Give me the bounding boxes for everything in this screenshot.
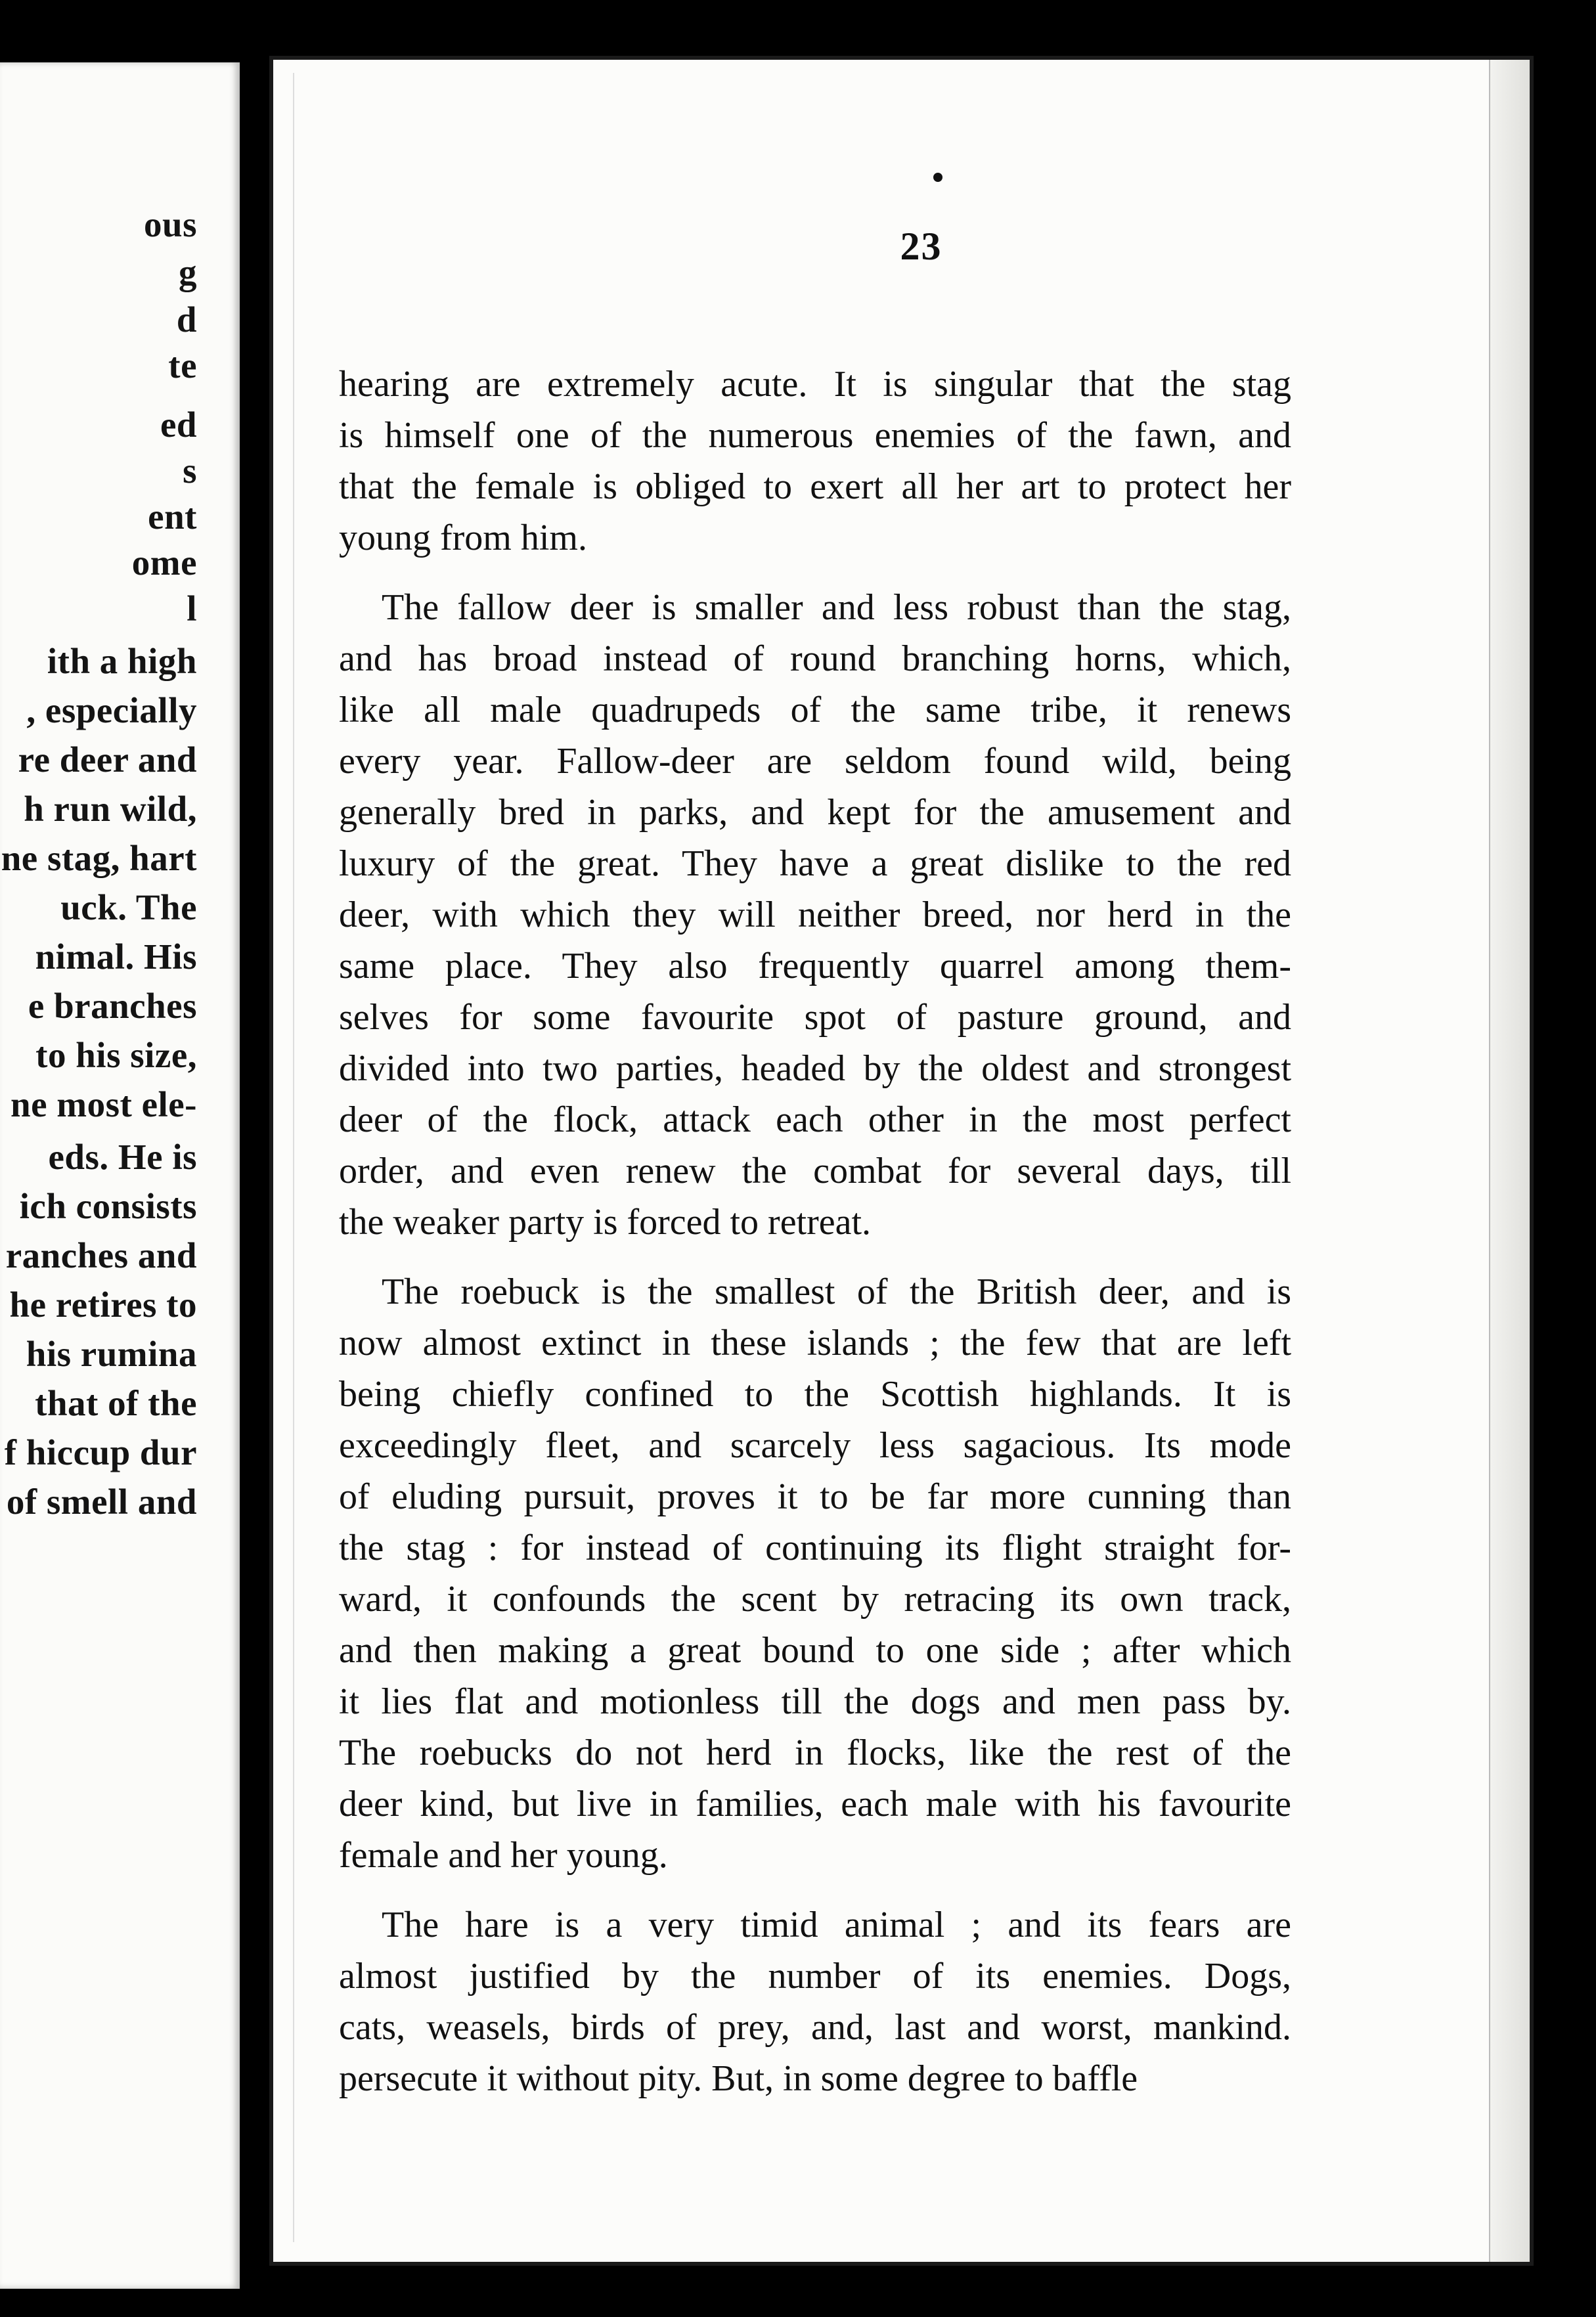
text-line: hearing are extremely acute. It is singular that the stag (339, 364, 1291, 405)
text-line: female and her young. (339, 1835, 668, 1876)
text-line: being chiefly confined to the Scottish highlands. It is (339, 1374, 1291, 1415)
left-page-line: nimal. His (35, 937, 197, 977)
body-text (339, 359, 1291, 2104)
left-page-line: he retires to (9, 1285, 197, 1325)
left-page-line: l (187, 588, 197, 629)
text-line: and has broad instead of round branching horns, which, (339, 638, 1291, 679)
left-page-line: ome (131, 542, 197, 583)
left-page-line: ranches and (5, 1235, 197, 1275)
left-page-line: eds. He is (48, 1137, 197, 1177)
left-page-line: h run wild, (24, 789, 197, 829)
left-page-line: to his size, (35, 1035, 197, 1075)
left-page-line: that of the (35, 1383, 197, 1423)
paragraph (339, 1899, 1291, 2104)
text-line: The fallow deer is smaller and less robust than the stag, (382, 587, 1291, 628)
text-line: deer of the flock, attack each other in the most perfect (339, 1099, 1291, 1140)
text-line: like all male quadrupeds of the same tribe, it renews (339, 690, 1291, 730)
text-line: young from him. (339, 518, 587, 558)
left-page-line: ith a high (47, 641, 197, 681)
left-page-line: te (168, 345, 197, 386)
text-line: divided into two parties, headed by the oldest and strongest (339, 1048, 1291, 1089)
paragraph-gap (339, 1248, 1291, 1266)
left-page-line: ent (148, 496, 197, 537)
text-line: selves for some favourite spot of pasture ground, and (339, 997, 1291, 1038)
text-line: deer kind, but live in families, each male with his favourite (339, 1784, 1291, 1824)
left-page-line: ne most ele- (11, 1084, 197, 1124)
text-line: now almost extinct in these islands ; the few that are left (339, 1323, 1291, 1363)
text-line: every year. Fallow-deer are seldom found wild, being (339, 741, 1291, 782)
left-page-line: re deer and (18, 739, 197, 780)
text-line: persecute it without pity. But, in some degree to baffle (339, 2058, 1138, 2099)
left-page-line: , especially (26, 690, 197, 730)
text-line: the stag : for instead of continuing its flight straight for- (339, 1528, 1291, 1568)
left-page-line: ed (160, 405, 197, 445)
left-page-line: s (183, 451, 197, 491)
paragraph (339, 1266, 1291, 1881)
left-page-line: his rumina (26, 1334, 197, 1374)
text-line: The roebuck is the smallest of the British deer, and is (382, 1271, 1291, 1312)
page-edge (1489, 60, 1530, 2262)
left-page-line: e branches (28, 986, 197, 1026)
left-page-line: ich consists (19, 1186, 197, 1226)
text-line: and then making a great bound to one side ; after which (339, 1630, 1291, 1671)
text-line: cats, weasels, birds of prey, and, last and worst, mankind. (339, 2007, 1291, 2048)
left-page-fragment (0, 62, 240, 2289)
text-line: generally bred in parks, and kept for the amusement and (339, 792, 1291, 833)
paragraph (339, 359, 1291, 563)
text-line: that the female is obliged to exert all her art to protect her (339, 466, 1291, 507)
printer-mark (933, 173, 942, 182)
left-page-line: f hiccup dur (4, 1432, 197, 1472)
left-page-line: ne stag, hart (1, 838, 197, 878)
main-page (269, 56, 1534, 2266)
left-page-line: g (179, 252, 197, 292)
left-page-line: of smell and (6, 1482, 197, 1522)
text-line: deer, with which they will neither breed, nor herd in the (339, 894, 1291, 935)
text-line: of eluding pursuit, proves it to be far more cunning than (339, 1476, 1291, 1517)
left-page-line: uck. The (60, 887, 197, 927)
text-line: almost justified by the number of its enemies. Dogs, (339, 1956, 1291, 1997)
text-line: same place. They also frequently quarrel among them- (339, 946, 1291, 986)
paragraph-gap (339, 563, 1291, 582)
text-line: order, and even renew the combat for several days, till (339, 1151, 1291, 1191)
text-line: ward, it confounds the scent by retracing its own track, (339, 1579, 1291, 1620)
left-page-line: ous (144, 204, 197, 244)
text-line: The roebucks do not herd in flocks, like the rest of the (339, 1732, 1291, 1773)
text-line: The hare is a very timid animal ; and its fears are (382, 1905, 1291, 1945)
text-line: the weaker party is forced to retreat. (339, 1202, 872, 1243)
text-line: it lies flat and motionless till the dogs and men pass by. (339, 1681, 1291, 1722)
paragraph-gap (339, 1881, 1291, 1899)
text-line: exceedingly fleet, and scarcely less sagacious. Its mode (339, 1425, 1291, 1466)
text-line: is himself one of the numerous enemies of the fawn, and (339, 415, 1291, 456)
left-page-line: d (176, 299, 197, 340)
left-page-text (0, 62, 200, 2289)
text-line: luxury of the great. They have a great dislike to the red (339, 843, 1291, 884)
page-number: 23 (900, 225, 942, 268)
paragraph (339, 582, 1291, 1248)
